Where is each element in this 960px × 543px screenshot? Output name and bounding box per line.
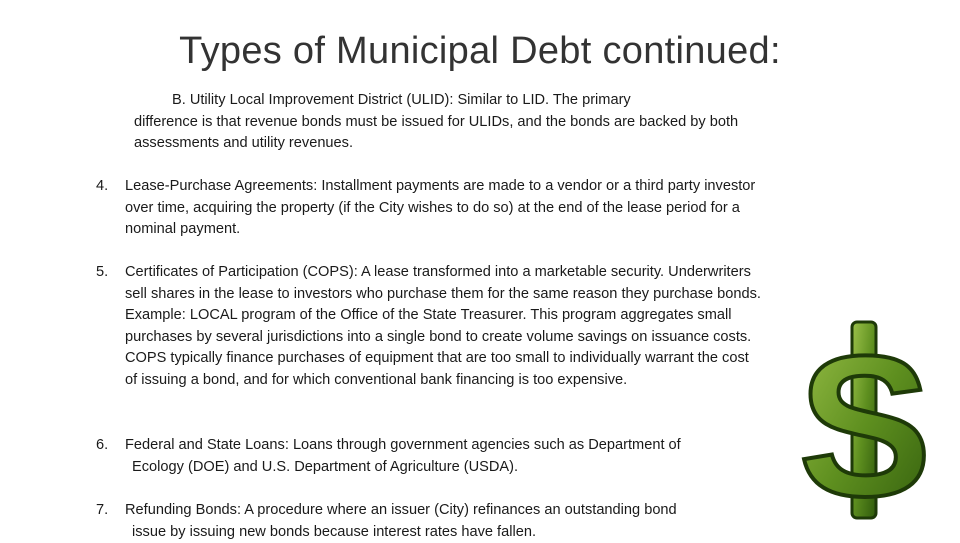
list-item-lease-purchase <box>96 176 761 241</box>
list-item-number: 6. <box>96 435 125 478</box>
list-item-first-line: Refunding Bonds: A procedure where an issuer (City) refinances an outstanding bond <box>125 502 677 518</box>
list-item-text: Certificates of Participation (COPS): A lease transformed into a marketable security. Underwriters sell shares in the lease to investors who purchase them for the same reason they purchase bonds. Example: LOCAL program of the Office of the State Treasurer. This program aggregates small purchases by several jurisdictions into a single bond to create volume savings on issuance costs. COPS typically finance purchases of equipment that are too small to individually warrant the cost of issuing a bond, and for which conventional bank financing is too expensive. <box>125 262 761 391</box>
list-item-number: 4. <box>96 176 125 241</box>
list-item-continuation: issue by issuing new bonds because interest rates have fallen. <box>125 522 761 543</box>
list-item-loans <box>96 435 761 478</box>
section-b-rest: difference is that revenue bonds must be issued for ULIDs, and the bonds are backed by both assessments and utility revenues. <box>96 112 761 155</box>
dollar-sign-icon <box>780 320 950 520</box>
list-item-text <box>125 500 761 543</box>
section-b-first-line: B. Utility Local Improvement District (ULID): Similar to LID. The primary <box>96 90 761 112</box>
list-item-cops <box>96 262 761 391</box>
list-item-text <box>125 435 761 478</box>
dollar-sign-graphic <box>780 320 950 520</box>
list-item-first-line: Federal and State Loans: Loans through government agencies such as Department of <box>125 437 681 453</box>
list-item-number: 7. <box>96 500 125 543</box>
svg-text:S: S <box>798 320 931 520</box>
slide-title: Types of Municipal Debt continued: <box>0 30 960 73</box>
section-b-ulid <box>96 90 761 155</box>
list-item-number: 5. <box>96 262 125 391</box>
list-item-text: Lease-Purchase Agreements: Installment payments are made to a vendor or a third party investor over time, acquiring the property (if the City wishes to do so) at the end of the lease period for a nominal payment. <box>125 176 761 241</box>
list-item-continuation: Ecology (DOE) and U.S. Department of Agriculture (USDA). <box>125 457 761 479</box>
list-item-refunding <box>96 500 761 543</box>
